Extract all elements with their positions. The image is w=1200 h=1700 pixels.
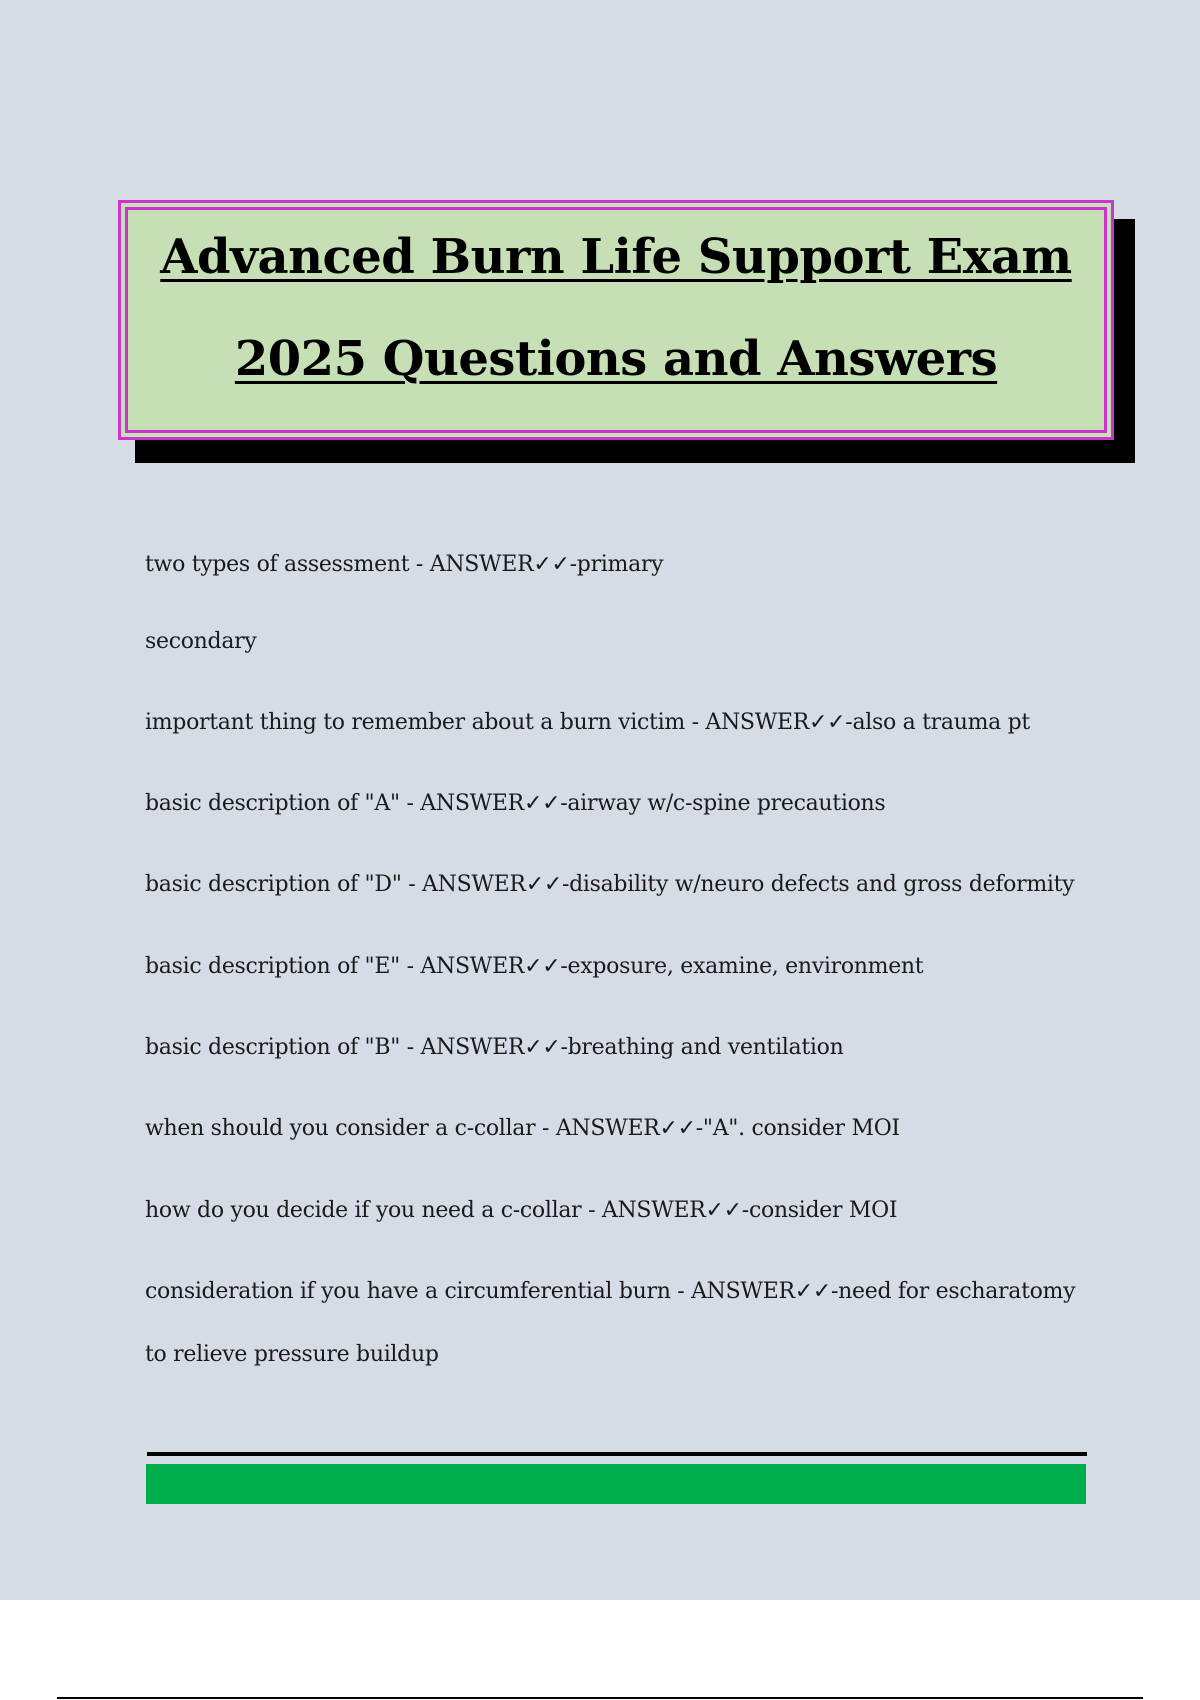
qa-line-secondary: secondary [145,629,257,654]
qa-line-description-d: basic description of "D" - ANSWER✓✓-disability w/neuro defects and gross deformity [145,872,1075,897]
qa-line-assessment-types: two types of assessment - ANSWER✓✓-primary [145,552,664,577]
qa-line-description-b: basic description of "B" - ANSWER✓✓-breathing and ventilation [145,1035,844,1060]
qa-line-c-collar-when: when should you consider a c-collar - ANSWER✓✓-"A". consider MOI [145,1116,900,1141]
qa-line-burn-victim: important thing to remember about a burn victim - ANSWER✓✓-also a trauma pt [145,710,1030,735]
qa-line-description-e: basic description of "E" - ANSWER✓✓-exposure, examine, environment [145,954,924,979]
qa-line-c-collar-decide: how do you decide if you need a c-collar - ANSWER✓✓-consider MOI [145,1198,898,1223]
qa-line-circumferential: consideration if you have a circumferential burn - ANSWER✓✓-need for escharatomy [145,1279,1076,1304]
title-box [118,200,1114,440]
section-divider [147,1452,1087,1456]
footer-divider [57,1697,1143,1699]
qa-line-pressure: to relieve pressure buildup [145,1342,439,1367]
qa-line-description-a: basic description of "A" - ANSWER✓✓-airway w/c-spine precautions [145,791,886,816]
accent-bar [146,1464,1086,1504]
title-line-2: 2025 Questions and Answers [234,331,998,387]
title-line-1: Advanced Burn Life Support Exam [160,229,1072,285]
